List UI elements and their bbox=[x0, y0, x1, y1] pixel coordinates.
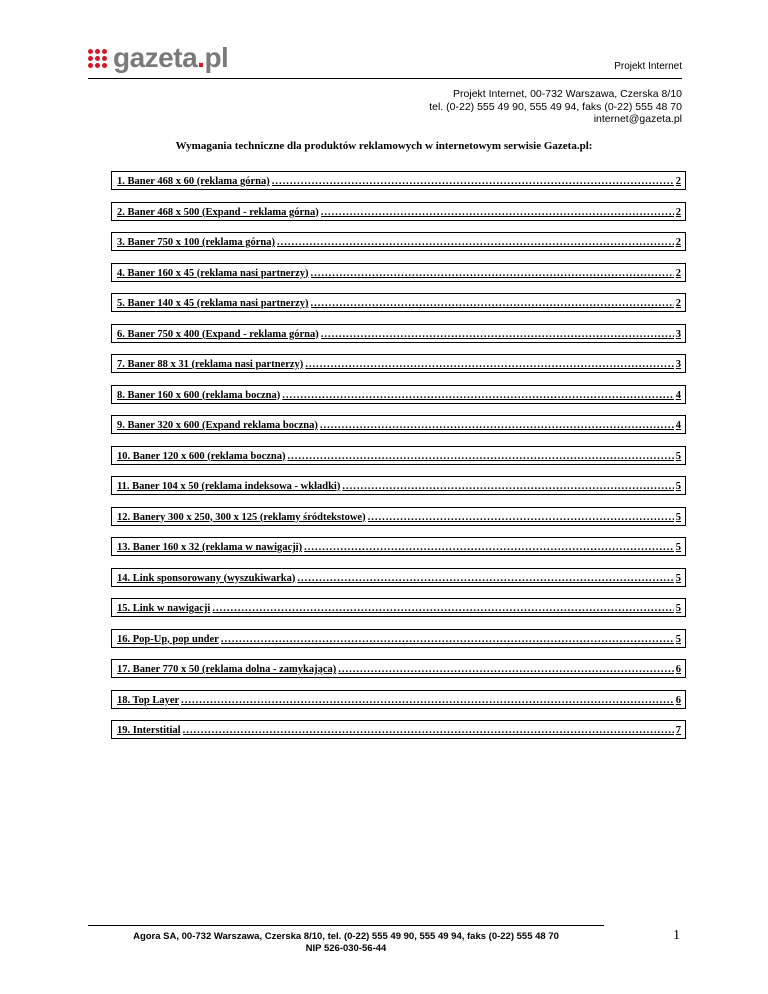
toc-entry[interactable] bbox=[111, 415, 686, 434]
toc-entry-page: 2 bbox=[675, 298, 681, 309]
toc-entry[interactable] bbox=[111, 202, 686, 221]
footer-divider bbox=[88, 925, 604, 926]
address-email: internet@gazeta.pl bbox=[593, 113, 682, 125]
toc-entry-title: 4. Baner 160 x 45 (reklama nasi partnerzy) bbox=[117, 267, 309, 279]
toc-dot-leader bbox=[272, 176, 674, 187]
document-title: Wymagania techniczne dla produktów reklamowych w internetowym serwisie Gazeta.pl: bbox=[175, 140, 593, 152]
toc-entry[interactable] bbox=[111, 690, 686, 709]
toc-dot-leader bbox=[320, 420, 674, 431]
gazeta-logo bbox=[88, 42, 228, 74]
toc-entry-page: 2 bbox=[675, 176, 681, 187]
toc-entry[interactable] bbox=[111, 385, 686, 404]
toc-dot-leader bbox=[181, 695, 674, 706]
toc-entry-title: 16. Pop-Up, pop under bbox=[117, 633, 219, 645]
toc-dot-leader bbox=[282, 390, 674, 401]
toc-entry[interactable] bbox=[111, 659, 686, 678]
toc-dot-leader bbox=[338, 664, 674, 675]
toc-dot-leader bbox=[304, 542, 674, 553]
toc-entry-page: 7 bbox=[675, 725, 681, 736]
toc-entry-title: 15. Link w nawigacji bbox=[117, 603, 211, 614]
toc-entry-page: 5 bbox=[675, 481, 681, 492]
toc-dot-leader bbox=[297, 573, 673, 584]
toc-entry-page: 3 bbox=[675, 359, 681, 370]
toc-entry-title: 13. Baner 160 x 32 (reklama w nawigacji) bbox=[117, 542, 303, 553]
toc-dot-leader bbox=[321, 207, 674, 218]
toc-dot-leader bbox=[305, 359, 673, 370]
toc-dot-leader bbox=[311, 268, 674, 279]
toc-entry-title: 19. Interstitial bbox=[117, 725, 181, 736]
toc-entry[interactable] bbox=[111, 354, 686, 373]
table-of-contents bbox=[111, 171, 686, 751]
toc-dot-leader bbox=[321, 329, 674, 340]
toc-dot-leader bbox=[183, 725, 674, 736]
toc-entry-title: 3. Baner 750 x 100 (reklama górna) bbox=[117, 237, 275, 248]
page-number: 1 bbox=[673, 928, 680, 943]
toc-entry-title: 14. Link sponsorowany (wyszukiwarka) bbox=[117, 572, 296, 584]
toc-entry-title: 18. Top Layer bbox=[117, 694, 180, 706]
toc-entry-page: 5 bbox=[675, 511, 681, 523]
address-contact-line: tel. (0-22) 555 49 90, 555 49 94, faks (0-22) 555 48 70 bbox=[429, 100, 682, 113]
toc-entry-page: 2 bbox=[675, 206, 681, 218]
toc-entry-page: 2 bbox=[675, 267, 681, 279]
toc-entry-page: 4 bbox=[675, 420, 681, 431]
toc-entry[interactable] bbox=[111, 629, 686, 648]
toc-entry[interactable] bbox=[111, 293, 686, 312]
toc-entry-title: 2. Baner 468 x 500 (Expand - reklama górna) bbox=[117, 206, 319, 218]
toc-entry[interactable] bbox=[111, 598, 686, 617]
toc-entry-title: 8. Baner 160 x 600 (reklama boczna) bbox=[117, 389, 281, 401]
toc-entry[interactable] bbox=[111, 263, 686, 282]
footer-address: Agora SA, 00-732 Warszawa, Czerska 8/10, tel. (0-22) 555 49 90, 555 49 94, faks (0-22) 555 48 70 bbox=[133, 931, 559, 942]
toc-entry-title: 12. Banery 300 x 250, 300 x 125 (reklamy śródtekstowe) bbox=[117, 511, 366, 523]
toc-entry-page: 2 bbox=[675, 237, 681, 248]
logo-dots-icon bbox=[88, 49, 107, 68]
toc-entry-page: 5 bbox=[675, 450, 681, 462]
toc-dot-leader bbox=[221, 634, 674, 645]
toc-entry-title: 17. Baner 770 x 50 (reklama dolna - zamykająca) bbox=[117, 664, 337, 675]
toc-entry-page: 5 bbox=[675, 572, 681, 584]
company-address bbox=[429, 88, 682, 126]
toc-entry[interactable] bbox=[111, 720, 686, 739]
address-line: Projekt Internet, 00-732 Warszawa, Czerska 8/10 bbox=[453, 88, 682, 100]
toc-entry-page: 6 bbox=[675, 694, 681, 706]
header-divider bbox=[88, 78, 682, 79]
toc-entry[interactable] bbox=[111, 171, 686, 190]
toc-entry[interactable] bbox=[111, 324, 686, 343]
toc-entry-title: 6. Baner 750 x 400 (Expand - reklama górna) bbox=[117, 328, 319, 340]
toc-entry[interactable] bbox=[111, 568, 686, 587]
toc-dot-leader bbox=[277, 237, 674, 248]
toc-dot-leader bbox=[287, 451, 673, 462]
page-footer bbox=[88, 931, 604, 955]
logo-wordmark: gazeta.pl bbox=[113, 42, 229, 73]
toc-dot-leader bbox=[212, 603, 673, 614]
toc-entry-title: 7. Baner 88 x 31 (reklama nasi partnerzy) bbox=[117, 359, 304, 370]
toc-entry-title: 5. Baner 140 x 45 (reklama nasi partnerzy) bbox=[117, 298, 309, 309]
toc-entry-title: 1. Baner 468 x 60 (reklama górna) bbox=[117, 176, 270, 187]
toc-entry-title: 11. Baner 104 x 50 (reklama indeksowa - wkładki) bbox=[117, 481, 341, 492]
toc-entry[interactable] bbox=[111, 537, 686, 556]
toc-entry-page: 5 bbox=[675, 542, 681, 553]
toc-entry-page: 5 bbox=[675, 633, 681, 645]
toc-dot-leader bbox=[311, 298, 674, 309]
footer-nip: NIP 526-030-56-44 bbox=[305, 943, 387, 954]
toc-entry-page: 6 bbox=[675, 664, 681, 675]
toc-entry[interactable] bbox=[111, 232, 686, 251]
toc-entry-page: 5 bbox=[675, 603, 681, 614]
toc-entry[interactable] bbox=[111, 476, 686, 495]
toc-entry-title: 9. Baner 320 x 600 (Expand reklama boczna) bbox=[117, 420, 318, 431]
toc-entry-page: 4 bbox=[675, 389, 681, 401]
toc-entry-title: 10. Baner 120 x 600 (reklama boczna) bbox=[117, 450, 286, 462]
header-section-label: Projekt Internet bbox=[614, 61, 682, 72]
toc-entry-page: 3 bbox=[675, 328, 681, 340]
toc-dot-leader bbox=[342, 481, 673, 492]
toc-entry[interactable] bbox=[111, 507, 686, 526]
toc-entry[interactable] bbox=[111, 446, 686, 465]
toc-dot-leader bbox=[368, 512, 674, 523]
